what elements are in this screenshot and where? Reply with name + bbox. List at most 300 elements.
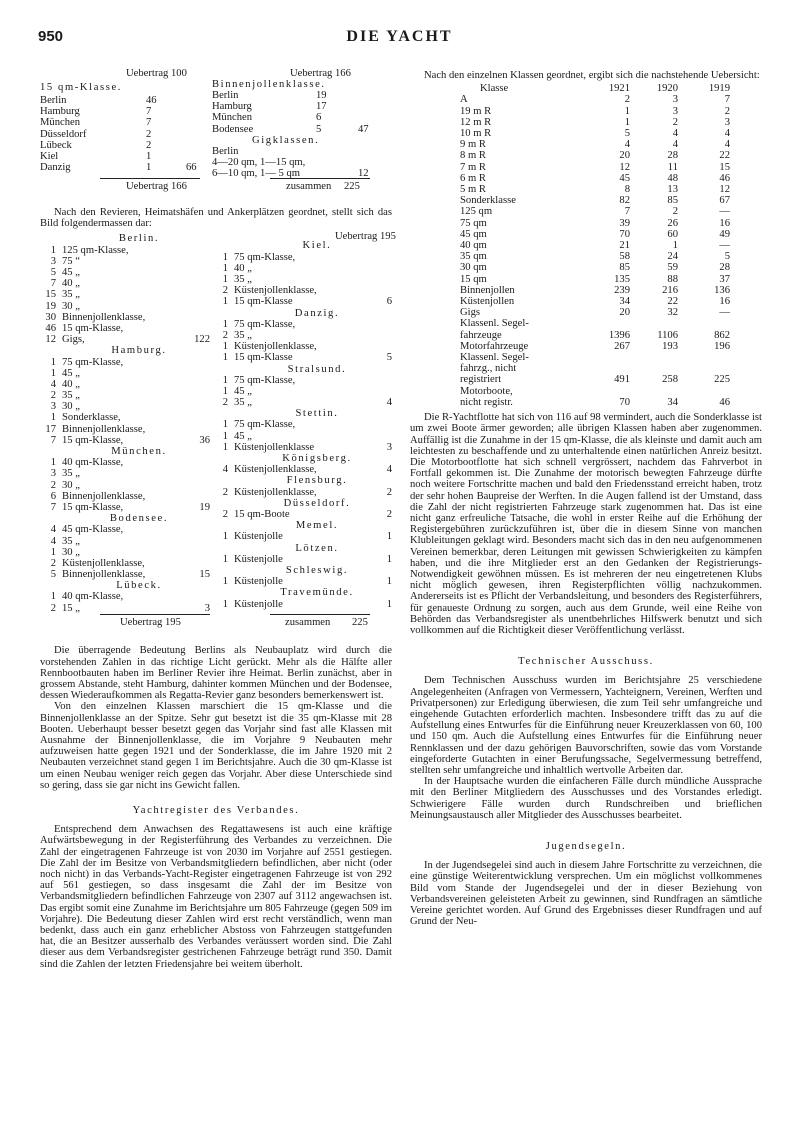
revier-qty: 6 (50, 490, 56, 502)
revier-row (40, 591, 208, 602)
col-header-klasse: Klasse (480, 83, 509, 95)
class-table-row (430, 318, 730, 329)
class-name: 9 m R (460, 139, 486, 151)
class-count: 3 (672, 105, 678, 117)
class-table-row (430, 195, 730, 206)
revier-row (212, 487, 392, 498)
revier-class: Küstenjolle (234, 576, 283, 588)
class-count: — (719, 240, 730, 252)
revier-city: Lübeck. (116, 580, 162, 592)
revier-city: Bodensee. (109, 513, 169, 525)
class-table-row (430, 251, 730, 262)
revier-row (40, 457, 208, 468)
class-count (630, 352, 678, 363)
right-paragraph: Die R-Yachtflotte hat sich von 116 auf 98 vermindert, auch die Sonderklasse ist um zwei Boote ärmer geworden; alle übrigen Klassen haben aber zugenommen. Auffällig ist die Zunahme in der 15 qm-Klasse, die als kleinste und damit auch am leichtesten zu beschaffende und zu unterhaltende einen natürlichen Anreiz besitzt. Die Motorbootflotte hat sich schnell vergrössert, nachdem das Fahrverbot in Fortfall gekommen ist. Die Zunahme der motorisch bewegten Fahrzeuge dürfte noch weitere Fortschritte machen und bald den Friedensstand erreicht haben, trotz der sehr hohen Baupreise der Werften. In die Augen fallend ist der Umstand, dass die Zahl der nicht registrierten Fahrzeuge stark zugenommen hat. Das ist eine nicht ganz erfreuliche Tatsache, die wohl in erster Reihe auf die Erhöhung der Registergebühren zurückzuführen ist, über die in diesem Sinne von manchen Klubleitungen geklagt wird. Besonders macht sich das in den neu aufgenommenen Vereinen bemerkbar, deren Leitungen mit gewissen Schwierigkeiten zu kämpfen haben, und die ihre Mitglieder erst an den Gedanken der Registrierungs-Notwendigkeit gewöhnen müssen. Es ist mehreren der neu eingetretenen Klubs nicht möglich gewesen, ihren Registerpflichten völlig nachzukommen. Andererseits ist es Pflicht der Verbandsleitung, und besonders des Registerführers, für genaueste Ordnung zu sorgen, auch aus dem Grunde, weil eine Reihe von Behörden das Verbandsregister als unentbehrliches Hilfswerk benutzt und sich vollkommen auf die Richtigkeit dieser Veröffentlichung verlässt. (410, 412, 762, 636)
class-name: 35 qm (460, 251, 487, 263)
class-table-row (430, 352, 730, 363)
class-table-row (430, 184, 730, 195)
revier-class: Binnenjollenklasse, (62, 569, 146, 581)
class-count: 4 (672, 139, 678, 151)
revier-qty: 4 (50, 524, 56, 536)
revier-row (212, 296, 392, 307)
revier-row (40, 334, 208, 345)
revier-total: 122 (194, 334, 210, 346)
class-count: 135 (614, 273, 630, 285)
class-count: 70 (619, 228, 630, 240)
revier-qty: 2 (222, 486, 228, 498)
left-column (40, 68, 396, 970)
revier-qty: 17 (45, 423, 56, 435)
class-count: 491 (614, 374, 630, 386)
class-table-row (430, 173, 730, 184)
class-count: 37 (719, 273, 730, 285)
class-table-row (430, 218, 730, 229)
class-count (678, 363, 730, 374)
revier-total: 4 (386, 397, 392, 409)
revier-total: 36 (199, 434, 210, 446)
revier-class: Küstenjollenklasse, (234, 285, 317, 297)
class-count: 12 (619, 161, 630, 173)
revier-class: 35 „ (62, 390, 80, 402)
revier-class: Küstenjolle (234, 598, 283, 610)
intro-paragraph: Nach den Revieren, Heimatshäfen und Ankerplätzen geordnet, stellt sich das Bild folgendermassen dar: (40, 207, 392, 230)
revier-city: Stralsund. (287, 363, 347, 375)
class-name: 19 m R (460, 105, 492, 117)
revier-class: Küstenjollenklasse, (234, 341, 317, 353)
class-name: 45 qm (460, 228, 487, 240)
class-count: 34 (619, 296, 630, 308)
tally-place: Bodensee (212, 123, 254, 135)
class-count: 46 (719, 396, 730, 408)
revier-qty: 1 (222, 531, 228, 543)
class-name: 30 qm (460, 262, 487, 274)
class-count: 16 (719, 296, 730, 308)
revier-class: 15 „ (62, 602, 80, 614)
revier-qty: 1 (50, 244, 56, 256)
class-count: 39 (619, 217, 630, 229)
revier-row (40, 245, 208, 256)
class-count: 4 (724, 139, 730, 151)
revier-class: Binnenjollenklasse, (62, 490, 146, 502)
revier-row (40, 278, 208, 289)
revier-row (40, 357, 208, 368)
class-count: 5 (624, 128, 630, 140)
class-table-row (430, 229, 730, 240)
revier-row (212, 599, 392, 610)
tally-count: 1 (146, 162, 152, 174)
revier-class: Binnenjollenklasse, (62, 311, 146, 323)
revier-row (40, 435, 208, 446)
revier-row (212, 285, 392, 296)
revier-class: 75 qm-Klasse, (234, 419, 296, 431)
revier-city: Königsberg. (282, 453, 352, 465)
revier-qty: 1 (50, 591, 56, 603)
tally-place: München (212, 112, 253, 124)
col-header-1921: 1921 (608, 83, 630, 95)
revier-row (40, 502, 208, 513)
revier-total: 2 (386, 486, 392, 498)
revier-qty: 1 (222, 374, 228, 386)
revier-total: 15 (199, 569, 210, 581)
tally-count: 46 (146, 95, 157, 106)
revier-city: Düsseldorf. (283, 497, 351, 509)
revier-class: 30 „ (62, 300, 80, 312)
class-count: 1 (672, 240, 678, 252)
class-name: nicht registr. (460, 396, 513, 408)
class-count: 267 (614, 340, 630, 352)
technischer-paragraph-1: Dem Technischen Ausschuss wurden im Berichtsjahre 25 verschiedene Angelegenheiten (Anfragen von Vermessern, Yachteignern, Vereinen, Werften und Privatpersonen) zur Erledigung überwiesen, die zum Teil sehr umfangreiche und eingehende Gutachten erforderlich machten. Insbesondere trifft das zu auf die Aufstellung eines Entwurfes für die Einführung neuer Kreuzerklassen von 60, 100 und 150 qm. Auch die Aufstellung eines Entwurfes für die Einführung neuer Rennklassen und der dazu gehörigen Bauvorschriften, sowie das vom Vorstande eingeforderte Gutachten in einer Berufungssache, Segelvermessung betreffend, stellten sehr umfangreiche und inhaltlich wertvolle Arbeiten dar. (410, 675, 762, 776)
revier-qty: 4 (222, 464, 228, 476)
class-count: 5 (724, 251, 730, 263)
revier-qty: 3 (50, 401, 56, 413)
class-count: 58 (619, 251, 630, 263)
revier-class: 35 „ (62, 535, 80, 547)
class-count: 70 (619, 396, 630, 408)
class-name: A (460, 94, 468, 106)
tally-place: Düsseldorf (40, 128, 87, 140)
revier-row (40, 412, 208, 423)
revier-qty: 1 (222, 441, 228, 453)
class-count: 7 (624, 206, 630, 218)
revier-class: Küstenjollenklasse (234, 441, 315, 453)
revier-qty: 1 (50, 457, 56, 469)
revier-total: 3 (204, 602, 210, 614)
revier-qty: 2 (222, 397, 228, 409)
revier-qty: 1 (50, 367, 56, 379)
revier-total: 1 (386, 576, 392, 588)
class-count: 13 (667, 184, 678, 196)
class-count: 2 (672, 206, 678, 218)
revier-qty: 5 (50, 266, 56, 278)
revier-class: 40 „ (62, 378, 80, 390)
yachtregister-heading: Yachtregister des Verbandes. (132, 805, 300, 817)
class-count: 28 (719, 262, 730, 274)
revier-total: 4 (386, 464, 392, 476)
revier-city: Berlin. (118, 233, 160, 245)
heading-binnenjollen: Binnenjollenklasse. (212, 79, 326, 90)
class-table-row (430, 296, 730, 307)
revier-qty: 1 (222, 576, 228, 588)
revier-class: 45 „ (234, 430, 252, 442)
revier-row (212, 464, 392, 475)
class-table-row (430, 386, 730, 397)
revier-class: 40 „ (234, 262, 252, 274)
class-count: 85 (619, 262, 630, 274)
tally-count: 19 (316, 90, 327, 101)
revier-qty: 7 (50, 278, 56, 290)
tally-place: Lübeck (40, 139, 72, 151)
class-count: 16 (719, 217, 730, 229)
class-name: 5 m R (460, 184, 486, 196)
tally-sum: 66 (186, 162, 197, 174)
tally-count: 7 (146, 106, 152, 118)
class-count: 196 (714, 340, 730, 352)
class-count: 136 (714, 284, 730, 296)
revier-city: Hamburg. (111, 345, 167, 357)
class-count: 862 (714, 329, 730, 341)
revier-city: Lötzen. (295, 542, 339, 554)
revier-qty: 30 (45, 311, 56, 323)
revier-row (40, 524, 208, 535)
class-count (592, 352, 630, 363)
class-count (592, 318, 630, 329)
col-header-1920: 1920 (656, 83, 678, 95)
class-count: 28 (667, 150, 678, 162)
class-count: 88 (667, 273, 678, 285)
class-count: 82 (619, 195, 630, 207)
revier-total: 1 (386, 531, 392, 543)
tally-place: Berlin (212, 146, 239, 157)
class-name: 40 qm (460, 240, 487, 252)
revier-class: 45 „ (62, 266, 80, 278)
revier-class: 35 „ (62, 289, 80, 301)
class-table-row (430, 262, 730, 273)
class-table-row (430, 274, 730, 285)
revier-row (40, 390, 208, 401)
class-count: 22 (667, 296, 678, 308)
tally-count: 7 (146, 117, 152, 129)
revier-class: Binnenjollenklasse, (62, 423, 146, 435)
class-count (678, 386, 730, 397)
class-count (592, 363, 630, 374)
revier-city: Memel. (295, 520, 339, 532)
zusammen-rev-value: 225 (352, 617, 368, 629)
class-count: 1396 (608, 329, 630, 341)
revier-qty: 1 (50, 412, 56, 424)
tally-count: 17 (316, 101, 327, 113)
class-count: 2 (624, 94, 630, 106)
revier-row (212, 319, 392, 330)
class-count: — (719, 206, 730, 218)
revier-city: Danzig. (294, 307, 340, 319)
revier-city: Kiel. (302, 240, 332, 252)
class-name: Motorboote, (460, 385, 513, 397)
revier-row (212, 442, 392, 453)
revier-qty: 2 (50, 479, 56, 491)
revier-qty: 1 (222, 352, 228, 364)
revier-class: 30 „ (62, 479, 80, 491)
revier-qty: 3 (50, 255, 56, 267)
revier-qty: 2 (222, 285, 228, 297)
revier-class: 35 „ (62, 468, 80, 480)
class-table-row (430, 285, 730, 296)
right-column (410, 68, 762, 927)
zusammen-label: zusammen (286, 181, 332, 192)
class-count: 1106 (657, 329, 678, 341)
class-table-header (430, 83, 730, 94)
class-table-row (430, 397, 730, 408)
revier-city: Flensburg. (286, 475, 348, 487)
revier-qty: 2 (50, 557, 56, 569)
tally-count: 2 (146, 139, 152, 151)
tally-place: Danzig (40, 162, 71, 174)
revier-class: 45 „ (62, 367, 80, 379)
class-count (678, 318, 730, 329)
class-count (630, 318, 678, 329)
revier-row (40, 468, 208, 479)
class-count: 2 (672, 116, 678, 128)
revier-qty: 12 (45, 334, 56, 346)
class-name: Motorfahrzeuge (460, 340, 529, 352)
class-count: 2 (724, 105, 730, 117)
revier-total: 1 (386, 553, 392, 565)
revier-city: Stettin. (295, 408, 339, 420)
top-tallies (40, 68, 392, 193)
revier-class: 15 qm-Boote (234, 509, 290, 521)
revier-total: 19 (199, 501, 210, 513)
revier-qty: 1 (222, 251, 228, 263)
tally-count: 5 (316, 123, 322, 135)
class-count: 34 (667, 396, 678, 408)
tally-place: Hamburg (40, 106, 80, 118)
revier-qty: 1 (50, 546, 56, 558)
revier-row (212, 386, 392, 397)
revier-row (40, 301, 208, 312)
revier-qty: 1 (222, 430, 228, 442)
heading-15qm: 15 qm-Klasse. (40, 82, 122, 93)
right-intro: Nach den einzelnen Klassen geordnet, ergibt sich die nachstehende Uebersicht: (424, 70, 760, 81)
revier-class: 45 qm-Klasse, (62, 524, 124, 536)
class-count: 1 (624, 105, 630, 117)
technischer-heading: Technischer Ausschuss. (518, 656, 654, 668)
tally-count: 1 (146, 151, 152, 162)
class-count: 60 (667, 228, 678, 240)
revier-row (40, 289, 208, 300)
class-count: 3 (724, 116, 730, 128)
revier-row (212, 341, 392, 352)
revier-row (40, 558, 208, 569)
class-name: 15 qm (460, 273, 487, 285)
class-table-row (430, 106, 730, 117)
revier-class: 75 qm-Klasse, (234, 374, 296, 386)
revier-qty: 1 (222, 296, 228, 308)
class-count: 21 (619, 240, 630, 252)
tally-place: München (40, 117, 81, 129)
revier-class: 35 „ (234, 273, 252, 285)
revier-row (212, 576, 392, 587)
revier-class: 125 qm-Klasse, (62, 244, 129, 256)
revier-qty: 1 (222, 598, 228, 610)
class-table-row (430, 206, 730, 217)
revier-city: Schleswig. (285, 564, 349, 576)
class-name: Klassenl. Segel- (460, 318, 529, 330)
revier-class: 75 qm-Klasse, (62, 356, 124, 368)
class-count: 3 (672, 94, 678, 106)
class-table-row (430, 307, 730, 318)
uebertrag-195-right: Uebertrag 195 (335, 231, 396, 243)
class-count: 20 (619, 150, 630, 162)
left-paragraph-2: Von den einzelnen Klassen marschiert die 15 qm-Klasse und die Binnenjollenklasse an der Spitze. Sehr gut besetzt ist die 35 qm-Klasse mit 28 Booten. Ueberhaupt besser besetzt gegen das Vorjahr sind fast alle Klassen mit Ausnahme der Binnenjollenklasse, die im Vorjahre 9 Neubauten mehr aufzuweisen hatte gegen 1921 und der Sonderklasse, die im Jahre 1920 mit 2 Neubauten verzeichnet stand gegen 1 im Berichtsjahre. Auch die 30 qm-Klasse ist um einen Neubau weniger reich gegen das Vorjahr. Aber diese Unterschiede sind so gering, dass sie gar nicht ins Gewicht fallen. (40, 701, 392, 791)
revier-qty: 1 (50, 356, 56, 368)
revier-class: 40 „ (62, 278, 80, 290)
class-count: 22 (719, 150, 730, 162)
revier-row (212, 330, 392, 341)
class-table-row (430, 330, 730, 341)
class-count: 4 (672, 128, 678, 140)
revier-row (212, 263, 392, 274)
class-count: 4 (624, 139, 630, 151)
class-name: 8 m R (460, 150, 486, 162)
class-count: 46 (719, 172, 730, 184)
revier-total: 6 (386, 296, 392, 308)
class-table-row (430, 150, 730, 161)
class-table (430, 83, 730, 408)
revier-qty: 4 (50, 535, 56, 547)
revier-row (40, 603, 208, 614)
revier-total: 1 (386, 598, 392, 610)
page-title: DIE YACHT (346, 28, 453, 45)
revier-row (40, 267, 208, 278)
revier-row (212, 419, 392, 430)
class-count: 48 (667, 172, 678, 184)
revier-qty: 2 (222, 329, 228, 341)
revier-row (40, 368, 208, 379)
revier-class: Küstenjollenklasse, (62, 557, 145, 569)
revier-class: 45 „ (234, 385, 252, 397)
revier-qty: 19 (45, 300, 56, 312)
class-count (678, 352, 730, 363)
revier-total: 2 (386, 509, 392, 521)
revier-row (40, 424, 208, 435)
class-count: 8 (624, 184, 630, 196)
class-count: 225 (714, 374, 730, 386)
revier-class: 15 qm-Klasse, (62, 322, 124, 334)
revier-row (40, 312, 208, 323)
revier-class: 75 “ (62, 255, 80, 267)
class-table-row (430, 94, 730, 105)
class-count: 239 (614, 284, 630, 296)
revier-qty: 46 (45, 322, 56, 334)
revier-qty: 1 (222, 385, 228, 397)
class-name: 125 qm (460, 206, 493, 218)
revier-list (40, 231, 396, 641)
class-count: 67 (719, 195, 730, 207)
class-name: fahrzeuge (460, 329, 502, 341)
revier-row (212, 352, 392, 363)
class-count: 7 (724, 94, 730, 106)
class-table-row (430, 374, 730, 385)
revier-qty: 1 (222, 419, 228, 431)
tally-place: 4—20 qm, 1—15 qm, (212, 157, 306, 169)
revier-class: 30 „ (62, 546, 80, 558)
class-count (592, 386, 630, 397)
revier-qty: 7 (50, 501, 56, 513)
class-table-row (430, 139, 730, 150)
revier-row (40, 547, 208, 558)
class-count: 193 (662, 340, 678, 352)
class-count: 12 (719, 184, 730, 196)
class-table-row (430, 128, 730, 139)
revier-class: 75 qm-Klasse, (234, 251, 296, 263)
class-count: 258 (662, 374, 678, 386)
revier-class: Gigs, (62, 334, 85, 346)
revier-city: München. (111, 446, 167, 457)
revier-row (212, 397, 392, 408)
revier-qty: 3 (50, 468, 56, 480)
class-name: 12 m R (460, 116, 492, 128)
revier-row (40, 480, 208, 491)
tally-place: Berlin (212, 90, 239, 101)
revier-qty: 15 (45, 289, 56, 301)
class-name: fahrzg., nicht (460, 363, 517, 375)
tally-sum: 47 (358, 123, 369, 135)
tally-place: Berlin (40, 95, 67, 106)
class-count: 59 (667, 262, 678, 274)
revier-row (40, 491, 208, 502)
revier-row (40, 536, 208, 547)
revier-city: Travemünde. (280, 587, 354, 599)
revier-class: 35 „ (234, 329, 252, 341)
